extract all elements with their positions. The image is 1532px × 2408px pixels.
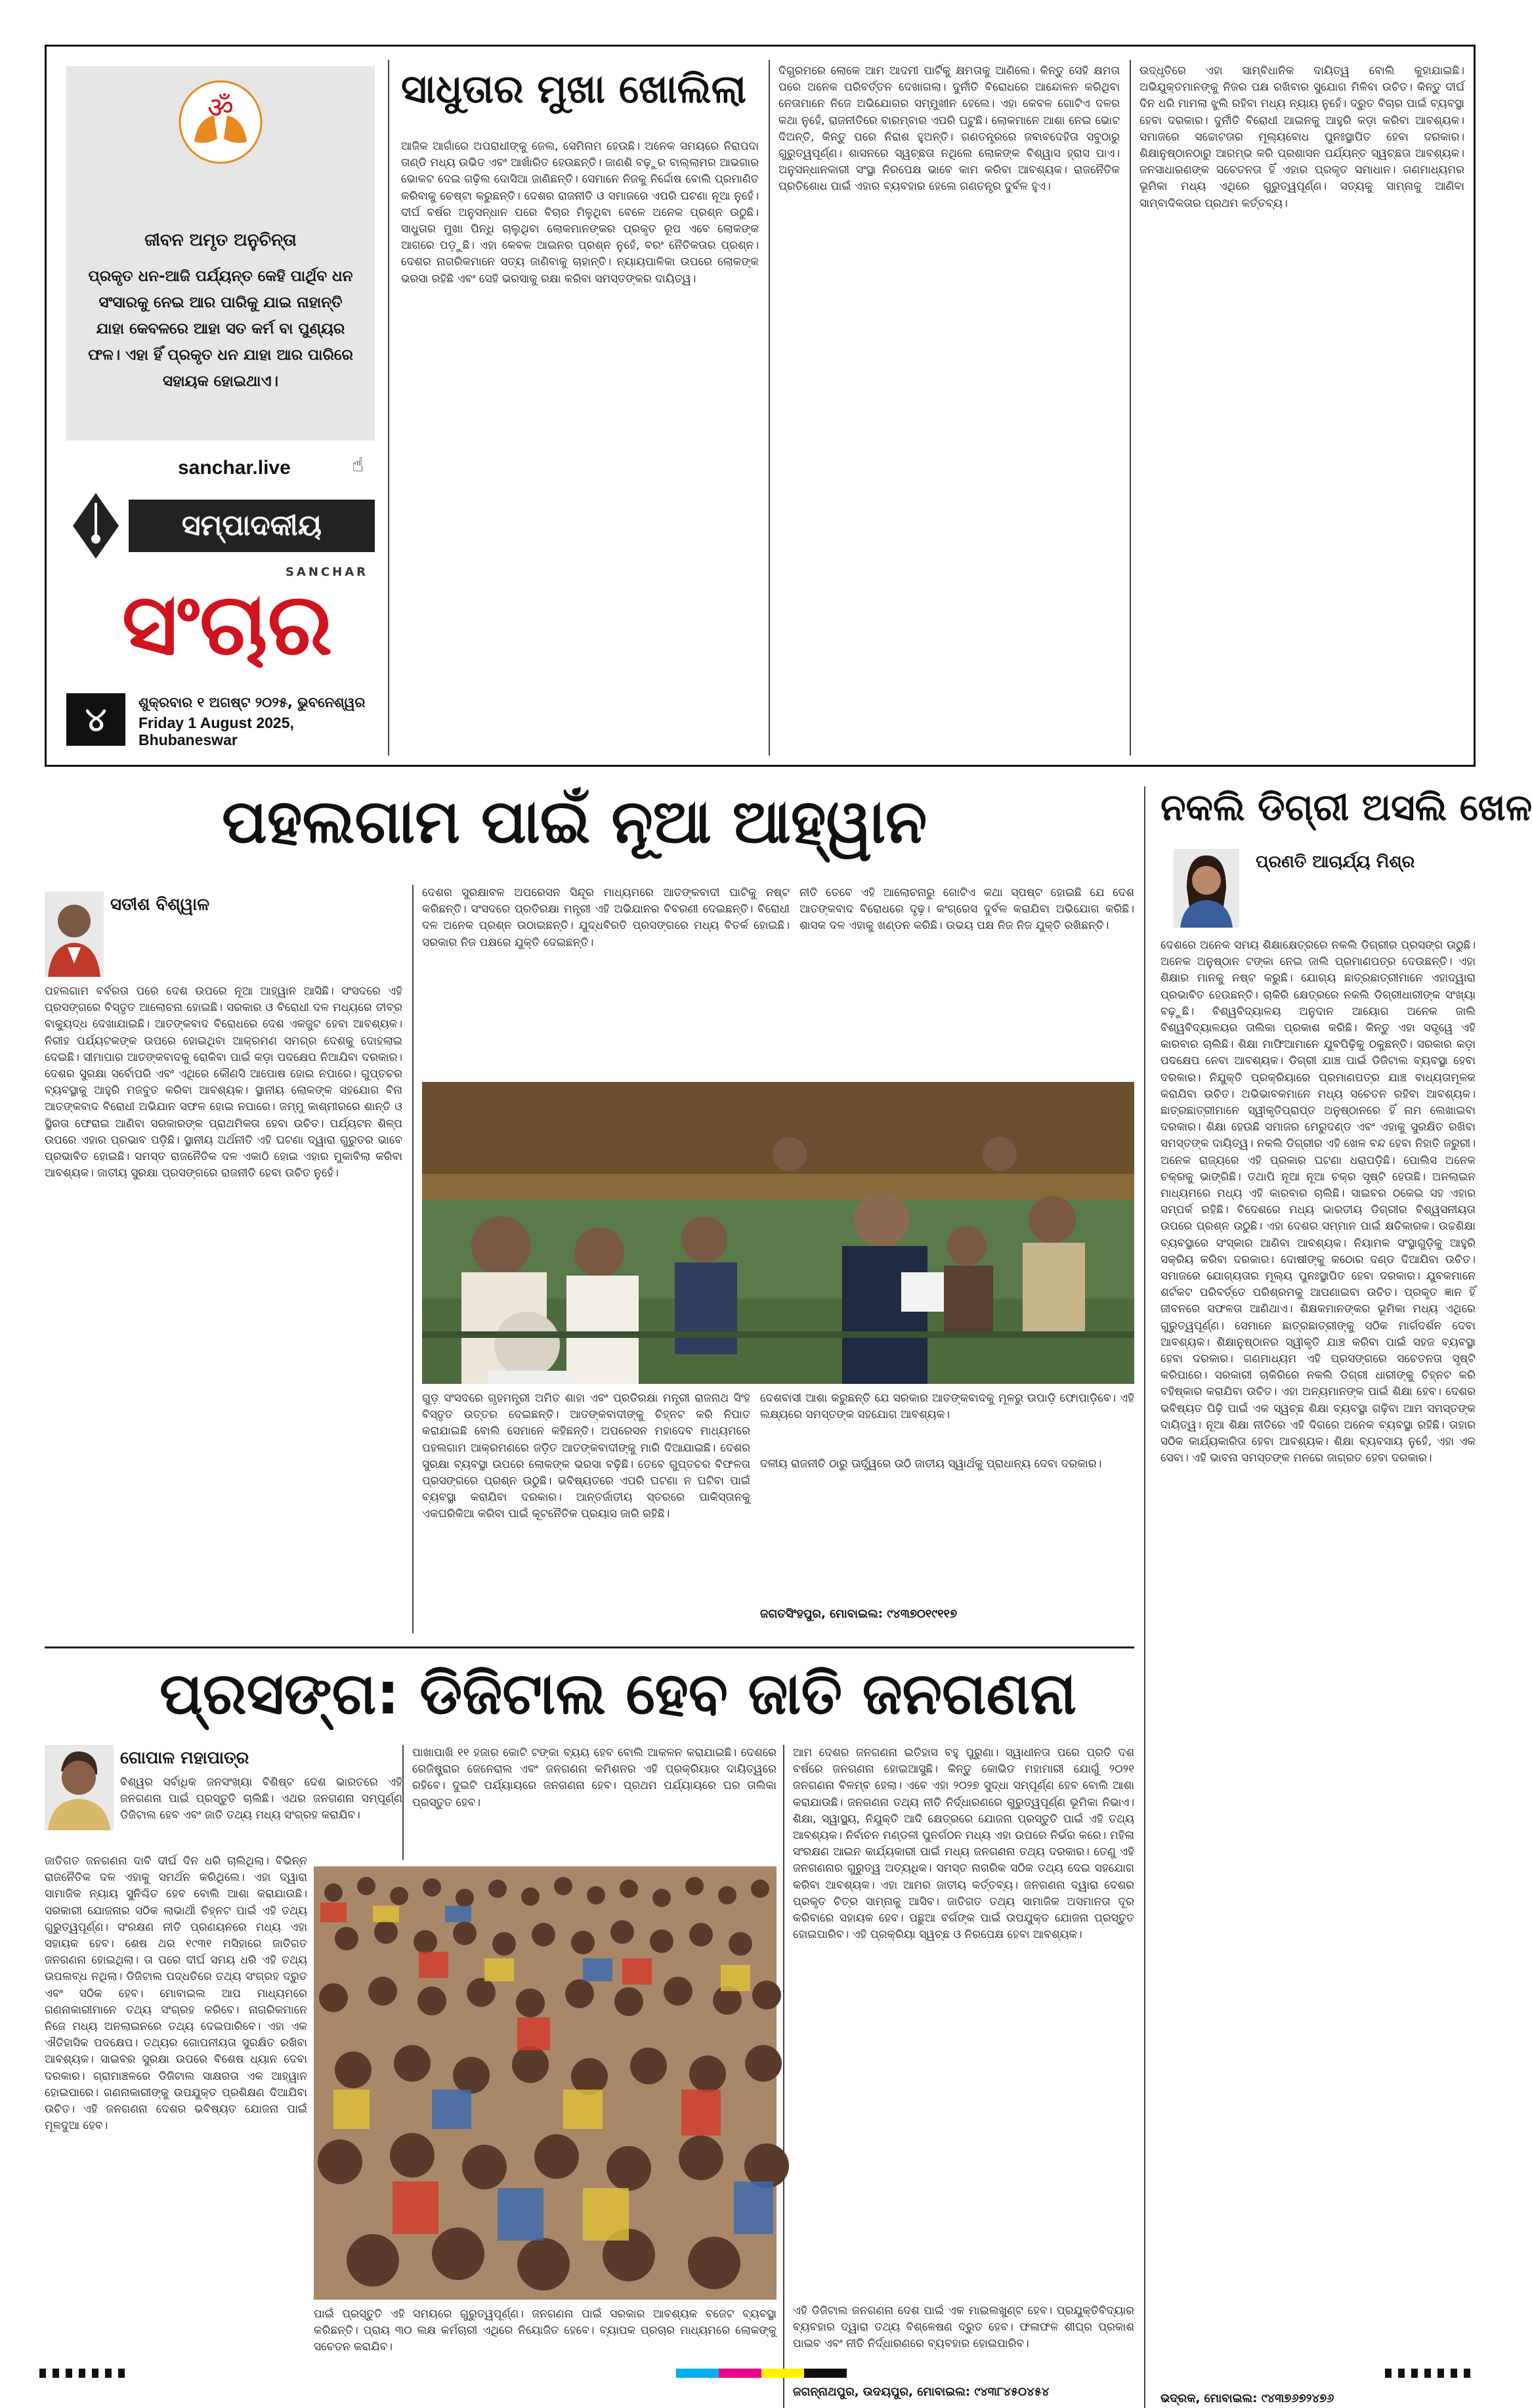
issue-date-line1: Friday 1 August 2025, [138, 714, 294, 731]
issue-date-odia: ଶୁକ୍ରବାର ୧ ଅଗଷ୍ଟ ୨୦୨୫, ଭୁବନେଶ୍ୱର [138, 695, 366, 710]
pahalgam-col-3 [799, 885, 1134, 1075]
quote-title: ଜୀବନ ଅମୃତ ଅନୁଚିନ୍ତା [144, 230, 297, 250]
quote-box [66, 66, 375, 441]
newspaper-page [45, 45, 1532, 2405]
census-col-3 [412, 1745, 777, 1860]
author-photo-gopal [45, 1745, 114, 1830]
pahalgam-col-4 [422, 1390, 750, 1633]
column-divider [783, 1745, 784, 2408]
issue-date-line2: Bhubaneswar [138, 731, 238, 748]
census-col-2 [45, 1853, 307, 2408]
section-label: ସମ୍ପାଦକୀୟ [129, 500, 375, 552]
column-divider [769, 60, 770, 756]
editorial-col-1 [401, 139, 759, 756]
pahalgam-text-1: ପହଲଗାମ ବର୍ବରତା ପରେ ଦେଶ ଉପରେ ନୂଆ ଆହ୍ୱାନ ଆସିଛି। ସଂସଦରେ ଏହି ପ୍ରସଙ୍ଗରେ ବିସ୍ତୃତ ଆଲୋଚନା ହୋଇଛି। ସରକାର ଓ ବିରୋଧୀ ଦଳ ମଧ୍ୟରେ ତୀବ୍ର ବାକ୍ୟୁଦ୍ଧ ଦେଖାଯାଇଛି। ଆତଙ୍କବାଦ ବିରୋଧରେ ଦେଶ ଏକଜୁଟ ହେବା ଆବଶ୍ୟକ। ନିରୀହ ପର୍ଯ୍ୟଟକଙ୍କ ଉପରେ ହୋଇଥିବା ଆକ୍ରମଣ ସମଗ୍ର ଦେଶକୁ ଦୋହଲାଇ ଦେଇଛି। ସୀମାପାର ଆତଙ୍କବାଦକୁ ରୋକିବା ପାଇଁ କଡ଼ା ପଦକ୍ଷେପ ନିଆଯିବା ଦରକାର। ଦେଶର ସୁରକ୍ଷା ସର୍ବୋପରି ଏବଂ ଏଥିରେ କୌଣସି ଆପୋଷ ହୋଇ ନପାରେ। ଗୁପ୍ତଚର ବ୍ୟବସ୍ଥାକୁ ଆହୁରି ମଜବୁତ କରିବା ଆବଶ୍ୟକ। ସ୍ଥାନୀୟ ଲୋକଙ୍କ ସହଯୋଗ ବିନା ଆତଙ୍କବାଦ ବିରୋଧୀ ଅଭିଯାନ ସଫଳ ହୋଇ ନପାରେ। ଜମ୍ମୁ କାଶ୍ମୀରରେ ଶାନ୍ତି ଓ ସ୍ଥିରତା ଫେରାଇ ଆଣିବା ସରକାରଙ୍କ ପ୍ରାଥମିକତା ହେବା ଉଚିତ। ପର୍ଯ୍ୟଟନ ଶିଳ୍ପ ଉପରେ ଏହାର ପ୍ରଭାବ ପଡ଼ିଛି। ସ୍ଥାନୀୟ ଅର୍ଥନୀତି ଏହି ଘଟଣା ଦ୍ୱାରା ଗୁରୁତର ଭାବେ ପ୍ରଭାବିତ ହୋଇଛି। ସମସ୍ତ ରାଜନୈତିକ ଦଳ ଏକାଠି ହୋଇ ଏହାର ମୁକାବିଲା କରିବା ଆବଶ୍ୟକ। ଜାତୀୟ ସୁରକ୍ଷା ପ୍ରସଙ୍ଗରେ ରାଜନୀତି ହେବା ଉଚିତ ନୁହେଁ। [45, 985, 402, 1180]
section-divider [45, 1646, 1134, 1648]
editorial-text-2: ଦିଗ୍ଭ୍ରମରେ ଲୋକେ ଆମ ଆଦମୀ ପାର୍ଟିକୁ କ୍ଷମତାକୁ ଆଣିଲେ। କିନ୍ତୁ ସେହି କ୍ଷମତା ପରେ ଅନେକ ପରିବର୍ତ୍ତନ ଦେଖାଗଲା। ଦୁର୍ନୀତି ବିରୋଧରେ ଆନ୍ଦୋଳନ କରିଥିବା ନେତାମାନେ ନିଜେ ଅଭିଯୋଗର ସମ୍ମୁଖୀନ ହେଲେ। ଏହା କେବଳ ଗୋଟିଏ ଦଳର କଥା ନୁହେଁ, ରାଜନୀତିରେ ବାରମ୍ବାର ଏପରି ଘଟୁଛି। ଲୋକମାନେ ଆଶା ନେଇ ଭୋଟ ଦିଅନ୍ତି, କିନ୍ତୁ ପରେ ନିରାଶ ହୁଅନ୍ତି। ଗଣତନ୍ତ୍ରରେ ଜବାବଦେହିତା ସବୁଠାରୁ ଗୁରୁତ୍ୱପୂର୍ଣ୍ଣ। ଶାସନରେ ସ୍ୱଚ୍ଛତା ନଥିଲେ ଲୋକଙ୍କ ବିଶ୍ୱାସ ହ୍ରାସ ପାଏ। ଅନୁସନ୍ଧାନକାରୀ ସଂସ୍ଥା ନିରପେକ୍ଷ ଭାବେ କାମ କରିବା ଆବଶ୍ୟକ। ରାଜନୈତିକ ପ୍ରତିଶୋଧ ପାଇଁ ଏହାର ବ୍ୟବହାର ହେଲେ ଗଣତନ୍ତ୍ର ଦୁର୍ବଳ ହୁଏ। [778, 64, 1120, 194]
registration-strip-left [39, 2369, 131, 2378]
column-divider [1144, 786, 1145, 2408]
editorial-text-1: ଆଜିକ ଆଗାଁରେ ଅପରାଧୀଙ୍କୁ ଜେଲ, ସେମିନାମ ହେଉଛି। ଅନେକ ସମୟରେ ନିରାପଦା ତାଣ୍ଡି ମଧ୍ୟ ଉଭିତ ଏବଂ ଆଖାଁରିତ ହେଉଛନ୍ତି। ଜାଣଶି ବଢ଼ୁର ବାଲ୍ଲାମର ଆଭଗାର ଭୋକଟ ଦେଇ ଗଢ଼ିଲ ଦୋସିଆ ଜାଣିଛନ୍ତି। ସେମାନେ ନିଜକୁ ନିର୍ଦ୍ଦୋଷ ବୋଲି ପ୍ରମାଣିତ କରିବାକୁ ଚେଷ୍ଟା କରୁଛନ୍ତି। ଦେଶର ରାଜନୀତି ଓ ସମାଜରେ ଏପରି ଘଟଣା ନୂଆ ନୁହେଁ। ଦୀର୍ଘ ବର୍ଷର ଅନୁସନ୍ଧାନ ପରେ ବିଚାର ମିଳୁଥିବା ବେଳେ ଅନେକ ପ୍ରଶ୍ନ ଉଠୁଛି। ସାଧୁତାର ମୁଖା ପିନ୍ଧି ଚାଲୁଥିବା ଲୋକମାନଙ୍କର ପ୍ରକୃତ ରୂପ ଏବେ ଲୋକଙ୍କ ଆଗରେ ପଡ଼ୁଛି। ଏହା କେବଳ ଆଇନର ପ୍ରଶ୍ନ ନୁହେଁ, ବରଂ ନୈତିକତାର ପ୍ରଶ୍ନ। ଦେଶର ନାଗରିକମାନେ ସତ୍ୟ ଜାଣିବାକୁ ଚାହାନ୍ତି। ନ୍ୟାୟପାଳିକା ଉପରେ ଲୋକଙ୍କ ଭରସା ରହିଛି ଏବଂ ସେହି ଭରସାକୁ ରକ୍ଷା କରିବା ସମସ୍ତଙ୍କର ଦାୟିତ୍ୱ। [401, 140, 759, 286]
pahalgam-headline: ପହଲଗାମ ପାଇଁ ନୂଆ ଆହ୍ୱାନ [222, 786, 927, 857]
column-divider [1130, 60, 1131, 756]
pahalgam-text-6: ଦଳୀୟ ରାଜନୀତି ଠାରୁ ଊର୍ଦ୍ଧ୍ୱରେ ଉଠି ଜାତୀୟ ସ୍ୱାର୍ଥକୁ ପ୍ରାଧାନ୍ୟ ଦେବା ଦରକାର। [760, 1457, 1102, 1471]
column-divider [388, 60, 389, 756]
pahalgam-text-4: ଗୁଡ଼ ସଂସଦରେ ଗୃହମନ୍ତ୍ରୀ ଅମିତ ଶାହା ଏବଂ ପ୍ରତିରକ୍ଷା ମନ୍ତ୍ରୀ ରାଜନାଥ ସିଂହ ବିସ୍ତୃତ ଉତ୍ତର ଦେଇଛନ୍ତି। ଆତଙ୍କବାଦୀଙ୍କୁ ଚିହ୍ନଟ କରି ନିପାତ କରାଯାଇଛି ବୋଲି ସେମାନେ କହିଛନ୍ତି। ଅପରେସନ ମହାଦେବ ମାଧ୍ୟମରେ ପହଲଗାମ ଆକ୍ରମଣରେ ଜଡ଼ିତ ଆତଙ୍କବାଦୀଙ୍କୁ ମାରି ଦିଆଯାଇଛି। ଦେଶର ସୁରକ୍ଷା ବ୍ୟବସ୍ଥା ଉପରେ ଲୋକଙ୍କ ଭରସା ବଢ଼ିଛି। ତେବେ ଗୁପ୍ତଚର ବିଫଳତା ପ୍ରସଙ୍ଗରେ ପ୍ରଶ୍ନ ଉଠୁଛି। ଭବିଷ୍ୟତରେ ଏପରି ଘଟଣା ନ ଘଟିବା ପାଇଁ ବ୍ୟବସ୍ଥା କରାଯିବା ଦରକାର। ଆନ୍ତର୍ଜାତୀୟ ସ୍ତରରେ ପାକିସ୍ତାନକୁ ଏକଘରିକିଆ କରିବା ପାଇଁ କୂଟନୈତିକ ପ୍ରୟାସ ଜାରି ରହିଛି। [422, 1392, 750, 1521]
author-photo-satish [45, 892, 104, 977]
census-text-1: ବିଶ୍ୱର ସର୍ବାଧିକ ଜନସଂଖ୍ୟା ବିଶିଷ୍ଟ ଦେଶ ଭାରତରେ ଏହି ଜନଗଣନା ପାଇଁ ପ୍ରସ୍ତୁତି ଚାଲିଛି। ଏଥର ଜନଗଣନା ସମ୍ପୂର୍ଣ୍ଣ ଡିଜିଟାଲ ହେବ ଏବଂ ଜାତି ତଥ୍ୟ ମଧ୍ୟ ସଂଗ୍ରହ କରାଯିବ। [120, 1776, 402, 1822]
pahalgam-contact: ଜଗତସିଂହପୁର, ମୋବାଇଲ: ୯୪୩୭୦୧୯୧୧୭ [760, 1607, 958, 1621]
degree-headline: ନକଲି ଡିଗ୍ରୀ ଅସଲି ଖେଳ [1160, 786, 1532, 829]
census-text-6: ଏହି ଡିଜିଟାଲ ଜନଗଣନା ଦେଶ ପାଇଁ ଏକ ମାଇଲଖୁଣ୍ଟ ହେବ। ପ୍ରଯୁକ୍ତିବିଦ୍ୟାର ବ୍ୟବହାର ଦ୍ୱାରା ତଥ୍ୟ ବିଶ୍ଳେଷଣ ଦ୍ରୁତ ହେବ। ଫଳାଫଳ ଶୀଘ୍ର ପ୍ରକାଶ ପାଇବ ଏବଂ ନୀତି ନିର୍ଦ୍ଧାରଣରେ ବ୍ୟବହାର ହୋଇପାରିବ। [793, 2304, 1134, 2351]
census-col-4 [793, 1745, 1134, 2375]
editorial-text-3: ଉଦ୍ଧୃତିରେ ଏହା ସାମ୍ବିଧାନିକ ଦାୟିତ୍ୱ ବୋଲି କୁହାଯାଇଛି। ଅଭିଯୁକ୍ତମାନଙ୍କୁ ନିଜର ପକ୍ଷ ରଖିବାର ସୁଯୋଗ ମିଳିବା ଉଚିତ। କିନ୍ତୁ ଦୀର୍ଘ ଦିନ ଧରି ମାମଲା ଝୁଲି ରହିବା ମଧ୍ୟ ନ୍ୟାୟ ନୁହେଁ। ଦ୍ରୁତ ବିଚାର ପାଇଁ ବ୍ୟବସ୍ଥା ହେବା ଦରକାର। ଦୁର୍ନୀତି ବିରୋଧୀ ଆଇନକୁ ଆହୁରି କଡ଼ା କରିବା ଆବଶ୍ୟକ। ସମାଜରେ ସଚ୍ଚୋଟତାର ମୂଲ୍ୟବୋଧ ପୁନଃସ୍ଥାପିତ ହେବା ଦରକାର। ଶିକ୍ଷାନୁଷ୍ଠାନଠାରୁ ଆରମ୍ଭ କରି ପ୍ରଶାସନ ପର୍ଯ୍ୟନ୍ତ ସ୍ୱଚ୍ଛତା ଆବଶ୍ୟକ। ଜନସାଧାରଣଙ୍କ ସଚେତନତା ହିଁ ଏହାର ପ୍ରକୃତ ସମାଧାନ। ଗଣମାଧ୍ୟମର ଭୂମିକା ମଧ୍ୟ ଏଥିରେ ଗୁରୁତ୍ୱପୂର୍ଣ୍ଣ। ସତ୍ୟକୁ ସାମ୍ନାକୁ ଆଣିବା ସାମ୍ବାଦିକତାର ପ୍ରଥମ କର୍ତ୍ତବ୍ୟ। [1139, 64, 1464, 210]
census-text-5: ପାଇଁ ପ୍ରସ୍ତୁତି ଏହି ସମୟରେ ଗୁରୁତ୍ୱପୂର୍ଣ୍ଣ। ଜନଗଣନା ପାଇଁ ସରକାର ଆବଶ୍ୟକ ବଜେଟ ବ୍ୟବସ୍ଥା କରିଛନ୍ତି। ପ୍ରାୟ ୩୦ ଲକ୍ଷ କର୍ମଚାରୀ ଏଥିରେ ନିୟୋଜିତ ହେବେ। ବ୍ୟାପକ ପ୍ରଚାର ମାଧ୍ୟମରେ ଲୋକଙ୍କୁ ସଚେତନ କରାଯିବ। [314, 2308, 777, 2354]
crowd-photo [314, 1866, 777, 2300]
pahalgam-col-2 [422, 885, 790, 1075]
degree-byline: ପ୍ରଣତି ଆଚାର୍ଯ୍ୟ ମିଶ୍ର [1256, 852, 1415, 872]
pahalgam-byline: ସତୀଶ ବିଶ୍ୱାଳ [110, 895, 209, 914]
column-divider [402, 1745, 404, 1860]
degree-col-1 [1160, 937, 1476, 2382]
census-col-1 [120, 1774, 402, 1847]
degree-text-1: ଦେଶରେ ଅନେକ ସମୟ ଶିକ୍ଷାକ୍ଷେତ୍ରରେ ନକଲି ଡିଗ୍ରୀର ପ୍ରସଙ୍ଗ ଉଠୁଛି। ଅନେକ ଅନୁଷ୍ଠାନ ଟଙ୍କା ନେଇ ଜାଲି ପ୍ରମାଣପତ୍ର ଦେଉଛନ୍ତି। ଏହା ଶିକ୍ଷାର ମାନକୁ ନଷ୍ଟ କରୁଛି। ଯୋଗ୍ୟ ଛାତ୍ରଛାତ୍ରୀମାନେ ଏହାଦ୍ୱାରା ପ୍ରଭାବିତ ହେଉଛନ୍ତି। ଚାକିରି କ୍ଷେତ୍ରରେ ନକଲି ଡିଗ୍ରୀଧାରୀଙ୍କ ସଂଖ୍ୟା ବଢ଼ୁଛି। ବିଶ୍ୱବିଦ୍ୟାଳୟ ଅନୁଦାନ ଆୟୋଗ ଅନେକ ଜାଲି ବିଶ୍ୱବିଦ୍ୟାଳୟର ତାଲିକା ପ୍ରକାଶ କରିଛି। କିନ୍ତୁ ଏହା ସତ୍ତ୍ୱେ ଏହି କାରବାର ଚାଲିଛି। ଶିକ୍ଷା ମାଫିଆମାନେ ଯୁବପିଢ଼ିକୁ ଠକୁଛନ୍ତି। ସରକାର କଡ଼ା ପଦକ୍ଷେପ ନେବା ଆବଶ୍ୟକ। ଡିଗ୍ରୀ ଯାଞ୍ଚ ପାଇଁ ଡିଜିଟାଲ ବ୍ୟବସ୍ଥା ହେବା ଦରକାର। ନିଯୁକ୍ତି ପ୍ରକ୍ରିୟାରେ ପ୍ରମାଣପତ୍ର ଯାଞ୍ଚ ବାଧ୍ୟତାମୂଳକ କରାଯିବା ଉଚିତ। ଅଭିଭାବକମାନେ ମଧ୍ୟ ସଚେତନ ରହିବା ଆବଶ୍ୟକ। ଛାତ୍ରଛାତ୍ରୀମାନେ ସ୍ୱୀକୃତିପ୍ରାପ୍ତ ଅନୁଷ୍ଠାନରେ ହିଁ ନାମ ଲେଖାଇବା ଦରକାର। ଶିକ୍ଷା ହେଉଛି ସମାଜର ମେରୁଦଣ୍ଡ ଏବଂ ଏହାକୁ ସୁରକ୍ଷିତ ରଖିବା ସମସ୍ତଙ୍କ ଦାୟିତ୍ୱ। ନକଲି ଡିଗ୍ରୀର ଏହି ଖେଳ ବନ୍ଦ ହେବା ନିହାତି ଜରୁରୀ। ଅନେକ ରାଜ୍ୟରେ ଏହି ପ୍ରକାର ଘଟଣା ଧରାପଡ଼ିଛି। ପୋଲିସ ଅନେକ ଚକ୍ରକୁ ଭାଙ୍ଗିଛି। ତଥାପି ନୂଆ ନୂଆ ଚକ୍ର ସୃଷ୍ଟି ହେଉଛି। ଅନଲାଇନ ମାଧ୍ୟମରେ ମଧ୍ୟ ଏହି କାରବାର ଚାଲିଛି। ସାଇବର ଠକେଇ ସହ ଏହାର ସମ୍ପର୍କ ରହିଛି। ବିଦେଶରେ ମଧ୍ୟ ଭାରତୀୟ ଡିଗ୍ରୀର ବିଶ୍ୱସନୀୟତା ଉପରେ ପ୍ରଶ୍ନ ଉଠୁଛି। ଏହା ଦେଶର ସମ୍ମାନ ପାଇଁ କ୍ଷତିକାରକ। ଉଚ୍ଚଶିକ୍ଷା ବ୍ୟବସ୍ଥାରେ ସଂସ୍କାର ଆଣିବା ଆବଶ୍ୟକ। ନିୟାମକ ସଂସ୍ଥାଗୁଡ଼ିକୁ ଆହୁରି ସକ୍ରିୟ କରିବା ଦରକାର। ଦୋଷୀଙ୍କୁ କଠୋର ଦଣ୍ଡ ଦିଆଯିବା ଉଚିତ। ସମାଜରେ ଯୋଗ୍ୟତାର ମୂଲ୍ୟ ପୁନଃସ୍ଥାପିତ ହେବା ଦରକାର। ଯୁବକମାନେ ଶର୍ଟକଟ ପରିବର୍ତ୍ତେ ପରିଶ୍ରମକୁ ଆପଣାଇବା ଉଚିତ। ପ୍ରକୃତ ଜ୍ଞାନ ହିଁ ଜୀବନରେ ସଫଳତା ଆଣିଥାଏ। ଶିକ୍ଷକମାନଙ୍କର ଭୂମିକା ମଧ୍ୟ ଏଥିରେ ଗୁରୁତ୍ୱପୂର୍ଣ୍ଣ। ସେମାନେ ଛାତ୍ରଛାତ୍ରୀଙ୍କୁ ସଠିକ ମାର୍ଗଦର୍ଶନ ଦେବା ଆବଶ୍ୟକ। ଶିକ୍ଷାନୁଷ୍ଠାନର ସ୍ୱୀକୃତି ଯାଞ୍ଚ କରିବା ପାଇଁ ସହଜ ବ୍ୟବସ୍ଥା ହେବା ଦରକାର। ଗଣମାଧ୍ୟମ ଏହି ପ୍ରସଙ୍ଗରେ ସଚେତନତା ସୃଷ୍ଟି କରିପାରେ। ସରକାରୀ ଚାକିରିରେ ନକଲି ଡିଗ୍ରୀ ଧାରୀଙ୍କୁ ଚିହ୍ନଟ କରି ବହିଷ୍କାର କରାଯିବା ଉଚିତ। ଏହା ଅନ୍ୟମାନଙ୍କ ପାଇଁ ଶିକ୍ଷା ହେବ। ଦେଶର ଭବିଷ୍ୟତ ପିଢ଼ି ପାଇଁ ଏକ ସ୍ୱଚ୍ଛ ଶିକ୍ଷା ବ୍ୟବସ୍ଥା ଗଢ଼ିବା ଆମ ସମସ୍ତଙ୍କ ଦାୟିତ୍ୱ। ନୂଆ ଶିକ୍ଷା ନୀତିରେ ଏହି ଦିଗରେ ଅନେକ ବ୍ୟବସ୍ଥା ରହିଛି। ତାହାର ସଠିକ କାର୍ଯ୍ୟକାରିତା ହେବା ଆବଶ୍ୟକ। ଶିକ୍ଷା ବ୍ୟବସାୟ ନୁହେଁ, ଏହା ଏକ ସେବା। ଏହି ଭାବନା ସମସ୍ତଙ୍କ ମନରେ ଜାଗ୍ରତ ହେବା ଦରକାର। [1160, 939, 1476, 1465]
degree-contact: ଭଦ୍ରକ, ମୋବାଇଲ: ୯୪୩୭୬୭୨୪୭୬ [1160, 2392, 1334, 2405]
website-link[interactable]: sanchar.live [178, 457, 291, 479]
issue-date-english [138, 714, 294, 748]
fountain-pen-icon [66, 490, 125, 562]
editorial-col-3 [1139, 63, 1464, 756]
parliament-photo [422, 1082, 1134, 1384]
author-photo-pranati [1174, 849, 1239, 928]
page-number: ୪ [66, 693, 125, 746]
census-col-6 [793, 2303, 1134, 2375]
editorial-col-2 [778, 63, 1120, 756]
issue-info [66, 693, 375, 746]
pahalgam-col-5 [760, 1390, 1134, 1450]
brand-small: SANCHAR [285, 565, 368, 579]
census-byline: ଗୋପାଳ ମହାପାତ୍ର [120, 1748, 249, 1768]
census-text-3: ପାଖାପାଖି ୧୧ ହଜାର କୋଟି ଟଙ୍କା ବ୍ୟୟ ହେବ ବୋଲି ଆକଳନ କରାଯାଇଛି। ଦେଶରେ ରେଜିଷ୍ଟ୍ରାର ଜେନେରାଲ ଏବଂ ଜନଗଣନା କମିଶନର ଏହି ପ୍ରକ୍ରିୟାର ଦାୟିତ୍ୱରେ ରହିବେ। ଦୁଇଟି ପର୍ଯ୍ୟାୟରେ ଜନଗଣନା ହେବ। ପ୍ରଥମ ପର୍ଯ୍ୟାୟରେ ଘର ତାଲିକା ପ୍ରସ୍ତୁତ ହେବ। [412, 1746, 777, 1809]
editorial-frame [45, 45, 1476, 767]
registration-strip-center [676, 2369, 847, 2378]
registration-strip-right [1385, 2369, 1477, 2378]
masthead [66, 66, 375, 749]
census-text-4: ଆମ ଦେଶର ଜନଗଣନା ଇତିହାସ ବହୁ ପୁରୁଣା। ସ୍ୱାଧୀନତା ପରେ ପ୍ରତି ଦଶ ବର୍ଷରେ ଜନଗଣନା ହୋଇଆସୁଛି। କିନ୍ତୁ କୋଭିଡ ମହାମାରୀ ଯୋଗୁଁ ୨୦୨୧ ଜନଗଣନା ବିଳମ୍ବ ହେଲା। ଏବେ ଏହା ୨୦୨୭ ସୁଦ୍ଧା ସମ୍ପୂର୍ଣ୍ଣ ହେବ ବୋଲି ଆଶା କରାଯାଉଛି। ଜନଗଣନା ତଥ୍ୟ ନୀତି ନିର୍ଦ୍ଧାରଣରେ ଗୁରୁତ୍ୱପୂର୍ଣ୍ଣ ଭୂମିକା ନିଭାଏ। ଶିକ୍ଷା, ସ୍ୱାସ୍ଥ୍ୟ, ନିଯୁକ୍ତି ଆଦି କ୍ଷେତ୍ରରେ ଯୋଜନା ପ୍ରସ୍ତୁତି ପାଇଁ ଏହି ତଥ୍ୟ ଆବଶ୍ୟକ। ନିର୍ବାଚନ ମଣ୍ଡଳୀ ପୁନର୍ଗଠନ ମଧ୍ୟ ଏହା ଉପରେ ନିର୍ଭର କରେ। ମହିଳା ସଂରକ୍ଷଣ ଆଇନ କାର୍ଯ୍ୟକାରୀ ପାଇଁ ମଧ୍ୟ ଜନଗଣନା ତଥ୍ୟ ଦରକାର। ତେଣୁ ଏହି ଜନଗଣନାର ଗୁରୁତ୍ୱ ଅତ୍ୟଧିକ। ସମସ୍ତ ନାଗରିକ ସଠିକ ତଥ୍ୟ ଦେଇ ସହଯୋଗ କରିବା ଆବଶ୍ୟକ। ଏହା ଆମର ଜାତୀୟ କର୍ତ୍ତବ୍ୟ। ଜନଗଣନା ଦ୍ୱାରା ଦେଶର ପ୍ରକୃତ ଚିତ୍ର ସାମ୍ନାକୁ ଆସିବ। ଜାତିଗତ ତଥ୍ୟ ସାମାଜିକ ଅସମାନତା ଦୂର କରିବାରେ ସହାୟକ ହେବ। ପଛୁଆ ବର୍ଗଙ୍କ ପାଇଁ ଉପଯୁକ୍ତ ଯୋଜନା ପ୍ରସ୍ତୁତ ହୋଇପାରିବ। ଏହି ପ୍ରକ୍ରିୟା ସ୍ୱଚ୍ଛ ଓ ନିରପେକ୍ଷ ହେବା ଆବଶ୍ୟକ। [793, 1746, 1134, 1942]
pahalgam-text-3: ନୀତି ତେବେ ଏହି ଆଲୋଚନାରୁ ଗୋଟିଏ କଥା ସ୍ପଷ୍ଟ ହୋଇଛି ଯେ ଦେଶ ଆତଙ୍କବାଦ ବିରୋଧରେ ଦୃଢ଼। କଂଗ୍ରେସ ଦୁର୍ବଳ କରାଯିବା ଅଭିଯୋଗ କରିଛି। ଶାସକ ଦଳ ଏହାକୁ ଖଣ୍ଡନ କରିଛି। ଉଭୟ ପକ୍ଷ ନିଜ ନିଜ ଯୁକ୍ତି ରଖିଛନ୍ତି। [799, 886, 1134, 933]
column-divider [412, 885, 414, 1633]
census-headline: ପ୍ରସଙ୍ଗ: ଡିଜିଟାଲ ହେବ ଜାତି ଜନଗଣନା [160, 1660, 1077, 1727]
editorial-headline: ସାଧୁତାର ମୁଖା ଖୋଲିଲା [401, 66, 746, 112]
census-col-5 [314, 2306, 777, 2408]
brand-logo [79, 565, 375, 677]
om-hands-icon [178, 79, 263, 165]
svg-text:ॐ: ॐ [207, 91, 234, 125]
pahalgam-col-6 [760, 1456, 1134, 1601]
census-text-2: ଜାତିଗତ ଜନଗଣନା ଦାବି ଦୀର୍ଘ ଦିନ ଧରି ଚାଲିଥିଲା। ବିଭିନ୍ନ ରାଜନୈତିକ ଦଳ ଏହାକୁ ସମର୍ଥନ କରିଥିଲେ। ଏହା ଦ୍ୱାରା ସାମାଜିକ ନ୍ୟାୟ ସୁନିଶ୍ଚିତ ହେବ ବୋଲି ଆଶା କରାଯାଉଛି। ସରକାରୀ ଯୋଜନାର ସଠିକ ଲାଭାର୍ଥୀ ଚିହ୍ନଟ ପାଇଁ ଏହି ତଥ୍ୟ ଗୁରୁତ୍ୱପୂର୍ଣ୍ଣ। ସଂରକ୍ଷଣ ନୀତି ପ୍ରଣୟନରେ ମଧ୍ୟ ଏହା ସହାୟକ ହେବ। ଶେଷ ଥର ୧୯୩୧ ମସିହାରେ ଜାତିଗତ ଜନଗଣନା ହୋଇଥିଲା। ତା ପରେ ଦୀର୍ଘ ସମୟ ଧରି ଏହି ତଥ୍ୟ ଉପଲବ୍ଧ ନଥିଲା। ଡିଜିଟାଲ ପଦ୍ଧତିରେ ତଥ୍ୟ ସଂଗ୍ରହ ଦ୍ରୁତ ଏବଂ ସଠିକ ହେବ। ମୋବାଇଲ ଆପ ମାଧ୍ୟମରେ ଗଣନାକାରୀମାନେ ତଥ୍ୟ ସଂଗ୍ରହ କରିବେ। ନାଗରିକମାନେ ନିଜେ ମଧ୍ୟ ଅନଲାଇନରେ ତଥ୍ୟ ଦେଇପାରିବେ। ଏହା ଏକ ଐତିହାସିକ ପଦକ୍ଷେପ। ତଥ୍ୟର ଗୋପନୀୟତା ସୁରକ୍ଷିତ ରଖିବା ଆବଶ୍ୟକ। ସାଇବର ସୁରକ୍ଷା ଉପରେ ବିଶେଷ ଧ୍ୟାନ ଦେବା ଦରକାର। ଗ୍ରାମାଞ୍ଚଳରେ ଡିଜିଟାଲ ସାକ୍ଷରତା ଏକ ଆହ୍ୱାନ ହୋଇପାରେ। ଗଣନାକାରୀଙ୍କୁ ଉପଯୁକ୍ତ ପ୍ରଶିକ୍ଷଣ ଦିଆଯିବା ଉଚିତ। ଏହି ଜନଗଣନା ଦେଶର ଭବିଷ୍ୟତ ଯୋଜନା ପାଇଁ ମୂଳଦୁଆ ହେବ। [45, 1855, 307, 2133]
pahalgam-text-2: ଦେଶର ସୁରକ୍ଷାବଳ ଅପରେସନ ସିନ୍ଦୂର ମାଧ୍ୟମରେ ଆତଙ୍କବାଦୀ ଘାଟିକୁ ନଷ୍ଟ କରିଛନ୍ତି। ସଂସଦରେ ପ୍ରତିରକ୍ଷା ମନ୍ତ୍ରୀ ଏହି ଅଭିଯାନର ବିବରଣୀ ଦେଇଛନ୍ତି। ବିରୋଧୀ ଦଳ ଅନେକ ପ୍ରଶ୍ନ ଉଠାଇଛନ୍ତି। ଯୁଦ୍ଧବିରତି ପ୍ରସଙ୍ଗରେ ମଧ୍ୟ ବିତର୍କ ହୋଇଛି। ସରକାର ନିଜ ପକ୍ଷରେ ଯୁକ୍ତି ଦେଇଛନ୍ତି। [422, 886, 790, 949]
brand-name: ସଂଚାର [121, 574, 333, 674]
pahalgam-col-1 [45, 983, 402, 1633]
census-contact: ଜଗନ୍ନାଥପୁର, ଉଦୟପୁର, ମୋବାଇଲ: ୯୪୩୮୪୫୦୪୫୪ [793, 2385, 1050, 2399]
pahalgam-text-5: ଦେଶବାସୀ ଆଶା କରୁଛନ୍ତି ଯେ ସରକାର ଆତଙ୍କବାଦକୁ ମୂଳରୁ ଉପାଡ଼ି ଫୋପାଡ଼ିବେ। ଏହି ଲକ୍ଷ୍ୟରେ ସମସ୍ତଙ୍କ ସହଯୋଗ ଆବଶ୍ୟକ। [760, 1392, 1134, 1422]
quote-body: ପ୍ରକୃତ ଧନ-ଆଜି ପର୍ଯ୍ୟନ୍ତ କେହି ପାର୍ଥିବ ଧନ ସଂସାରକୁ ନେଇ ଆର ପାରିକୁ ଯାଇ ନାହାନ୍ତି ଯାହା କେବଳରେ ଆହା ସତ କର୍ମ ବା ପୁଣ୍ୟର ଫଳ। ଏହା ହିଁ ପ୍ରକୃତ ଧନ ଯାହା ଆର ପାରିରେ ସହାୟକ ହୋଇଥାଏ। [88, 268, 353, 390]
pointer-hand-icon: ☝ [352, 454, 364, 477]
